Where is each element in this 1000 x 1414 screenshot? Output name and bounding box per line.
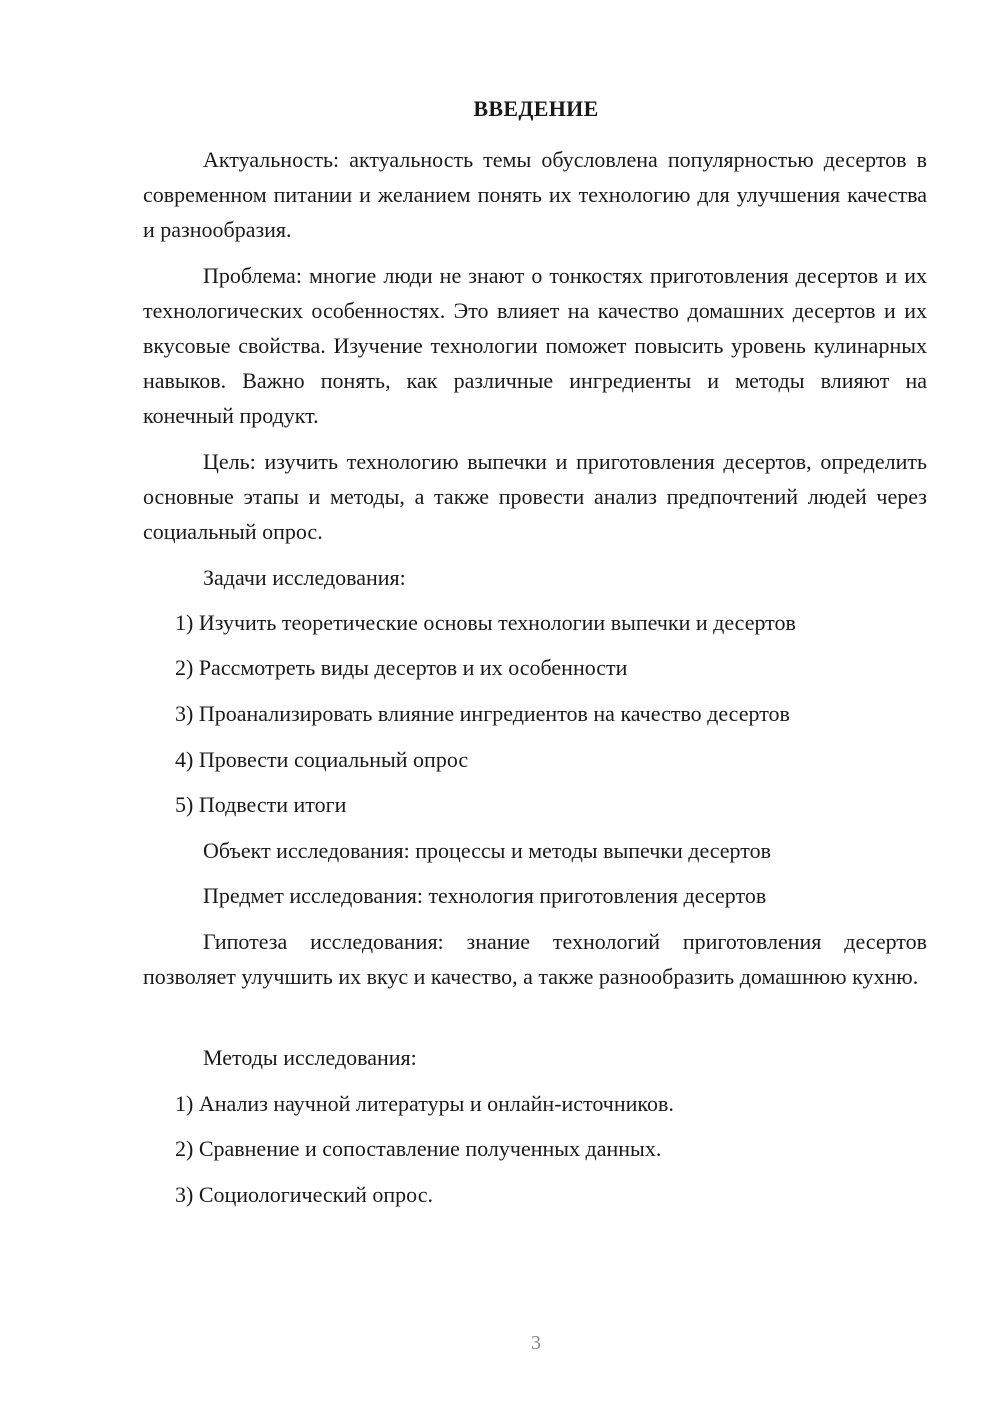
- task-item-3: 3) Проанализировать влияние ингредиентов на качество десертов: [175, 701, 790, 726]
- task-item-1: 1) Изучить теоретические основы технологии выпечки и десертов: [175, 610, 796, 635]
- method-item-2: 2) Сравнение и сопоставление полученных данных.: [175, 1136, 662, 1161]
- tasks-heading: Задачи исследования:: [203, 565, 406, 590]
- goal-paragraph: Цель: изучить технологию выпечки и приготовления десертов, определить основные этапы и методы, а также провести анализ предпочтений людей через социальный опрос.: [143, 449, 927, 544]
- relevance-paragraph: Актуальность: актуальность темы обусловлена популярностью десертов в современном питании и желанием понять их технологию для улучшения качества и разнообразия.: [143, 147, 927, 242]
- problem-paragraph: Проблема: многие люди не знают о тонкостях приготовления десертов и их технологических особенностях. Это влияет на качество домашних десертов и их вкусовые свойства. Изучение технологии поможет повысить уровень кулинарных навыков. Важно понять, как различные ингредиенты и методы влияют на конечный продукт.: [143, 263, 927, 428]
- page-title: ВВЕДЕНИЕ: [473, 96, 599, 121]
- task-item-5: 5) Подвести итоги: [175, 792, 347, 817]
- task-item-4: 4) Провести социальный опрос: [175, 747, 469, 772]
- page-number: 3: [531, 1332, 541, 1354]
- object-line: Объект исследования: процессы и методы выпечки десертов: [203, 838, 771, 863]
- method-item-1: 1) Анализ научной литературы и онлайн-источников.: [175, 1091, 674, 1116]
- hypothesis-paragraph: Гипотеза исследования: знание технологий приготовления десертов позволяет улучшить их вкус и качество, а также разнообразить домашнюю кухню.: [143, 929, 927, 989]
- task-item-2: 2) Рассмотреть виды десертов и их особенности: [175, 655, 628, 680]
- subject-line: Предмет исследования: технология приготовления десертов: [203, 883, 767, 908]
- method-item-3: 3) Социологический опрос.: [175, 1182, 433, 1207]
- methods-heading: Методы исследования:: [203, 1045, 417, 1070]
